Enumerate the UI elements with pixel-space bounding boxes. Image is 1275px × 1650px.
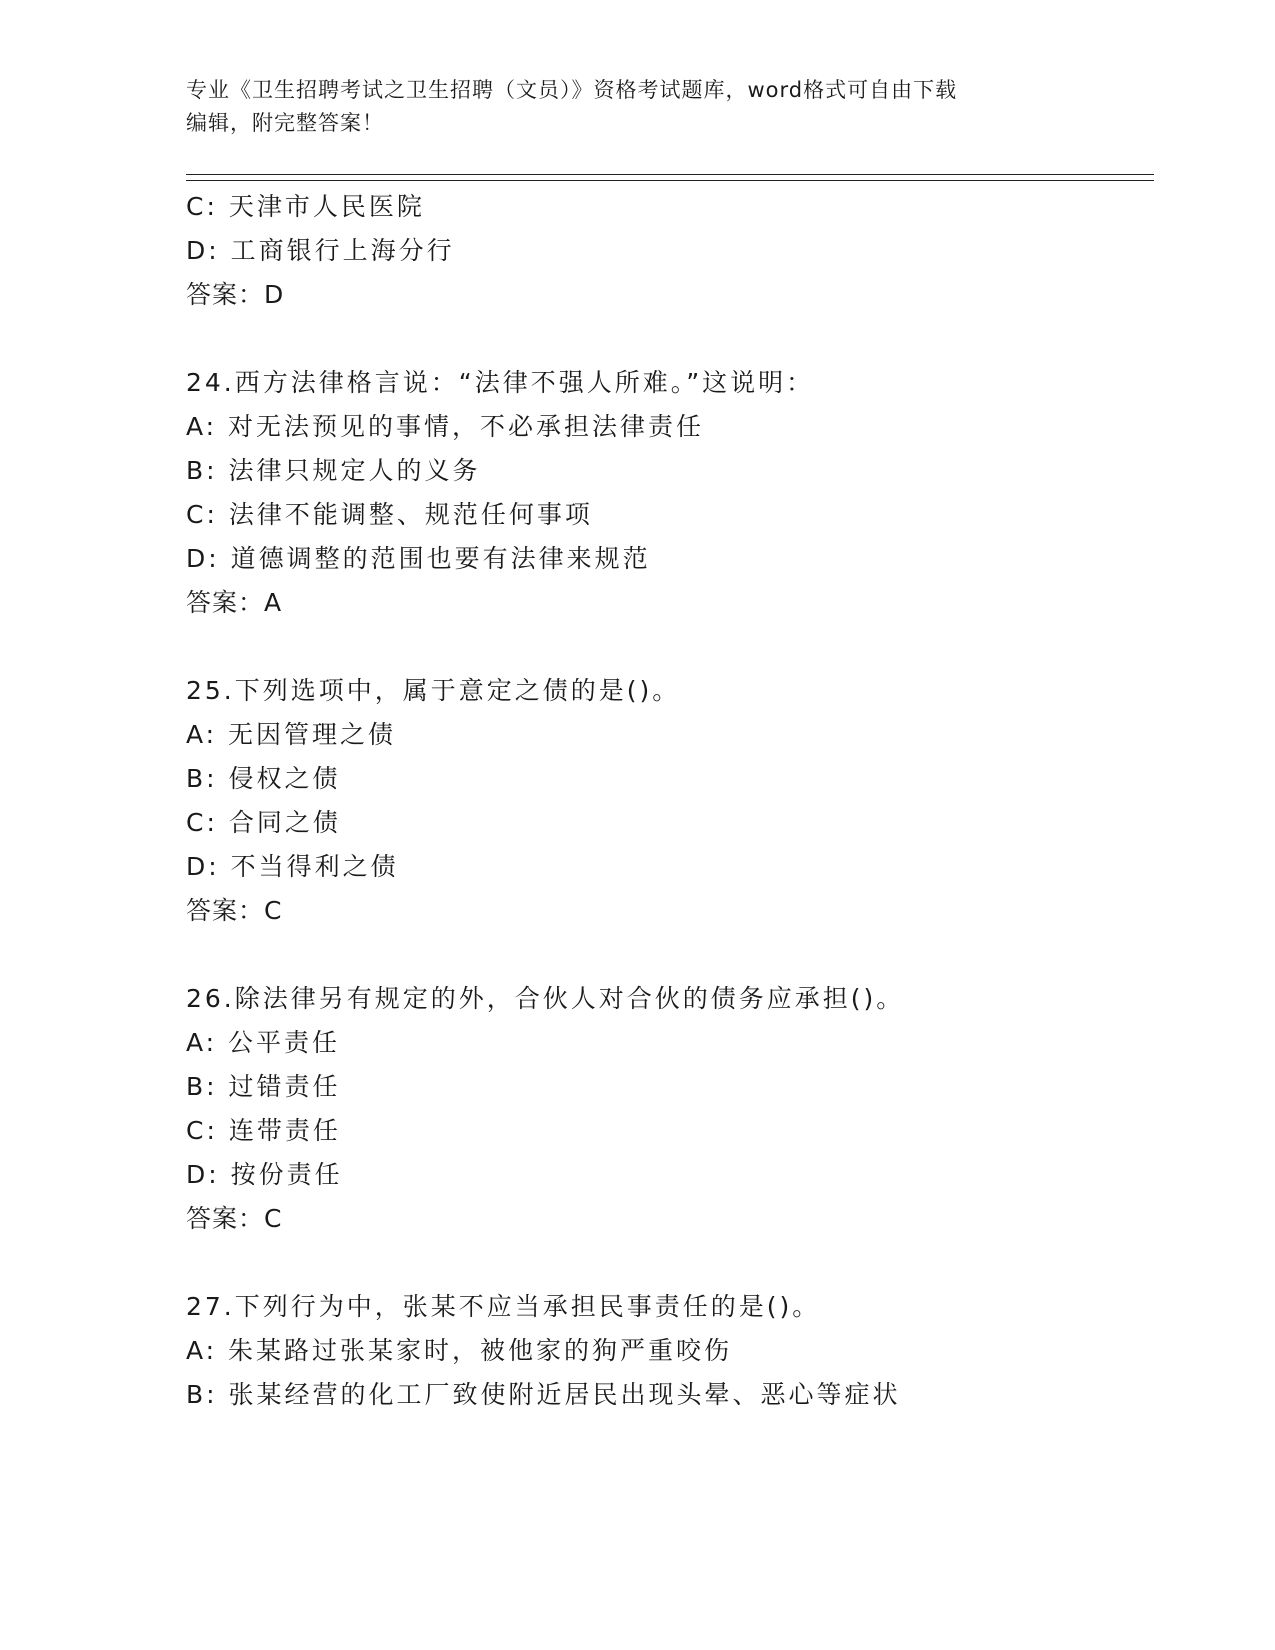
question-25-option-a: A: 无因管理之债 [186,720,397,749]
question-25-option-b: B: 侵权之债 [186,764,341,793]
question-27-option-b: B: 张某经营的化工厂致使附近居民出现头晕、恶心等症状 [186,1380,901,1409]
question-26-option-d: D: 按份责任 [186,1160,343,1189]
question-26-stem: 26.除法律另有规定的外，合伙人对合伙的债务应承担()。 [186,984,905,1013]
header-line-2: 编辑，附完整答案！ [186,111,384,135]
question-24-answer: 答案：A [186,588,283,617]
question-27-stem: 27.下列行为中，张某不应当承担民事责任的是()。 [186,1292,821,1321]
question-25-answer: 答案：C [186,896,283,925]
question-25-option-d: D: 不当得利之债 [186,852,399,881]
question-24-option-c: C: 法律不能调整、规范任何事项 [186,500,593,529]
header-rule-bottom [186,180,1154,181]
question-26-option-a: A: 公平责任 [186,1028,341,1057]
question-26-option-b: B: 过错责任 [186,1072,341,1101]
question-24-option-a: A: 对无法预见的事情，不必承担法律责任 [186,412,705,441]
question-24-option-b: B: 法律只规定人的义务 [186,456,481,485]
question-25-option-c: C: 合同之债 [186,808,341,837]
question-26-answer: 答案：C [186,1204,283,1233]
prev-answer: 答案：D [186,280,285,309]
question-25-stem: 25.下列选项中，属于意定之债的是()。 [186,676,681,705]
question-24-option-d: D: 道德调整的范围也要有法律来规范 [186,544,651,573]
document-header [186,74,1066,140]
question-27-option-a: A: 朱某路过张某家时，被他家的狗严重咬伤 [186,1336,733,1365]
question-24-stem: 24.西方法律格言说：“法律不强人所难。”这说明： [186,368,815,397]
prev-option-d: D: 工商银行上海分行 [186,236,455,265]
question-26-option-c: C: 连带责任 [186,1116,341,1145]
header-rule-top [186,174,1154,175]
header-line-1: 专业《卫生招聘考试之卫生招聘（文员）》资格考试题库，word格式可自由下载 [186,78,958,102]
prev-option-c: C: 天津市人民医院 [186,192,425,221]
